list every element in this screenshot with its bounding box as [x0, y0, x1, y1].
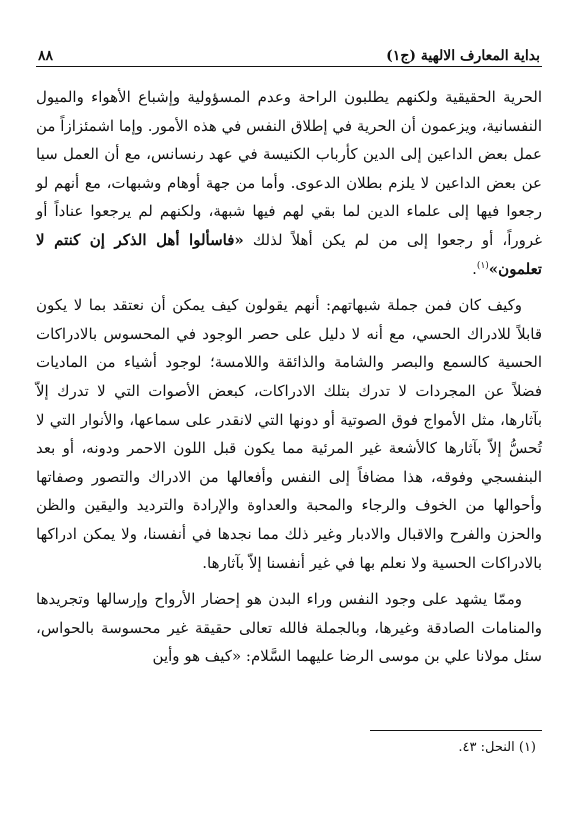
text-segment: الحرية الحقيقية ولكنهم يطلبون الراحة وعدم المسؤولية وإشباع الأهواء والميول النفسانية، ويزعمون أن الحرية في إطلاق النفس في هذه الأمور. وإما اشمئزازاً من عمل بعض الداعين إلى الدين كأرباب الكنيسة في عهد رنسانس، مع أن العمل سيا عن بعض الداعين لا يلزم بطلان الدعوى. وأما من جهة أوهام وشبهات، مع أنهم لو رجعوا فيها إلى علماء الدين لما بقي لهم فيها شبهة، ولكنهم لم يرجعوا عناداً أو غروراً، أو رجعوا إلى من لم يكن أهلاً لذلك	[36, 88, 543, 249]
paragraph-p2	[36, 291, 542, 577]
quran-quote: «فاسألوا أهل الذكر إن كنتم لا تعلمون»	[36, 230, 542, 278]
running-title: بداية المعارف الالهية (ج١)	[386, 48, 540, 64]
text-segment: وممّا يشهد على وجود النفس وراء البدن هو إحضار الأرواح وإرسالها وتجريدها والمنامات الصادقة وغيرها، وبالجملة فالله تعالى حقيقة غير محسوسة بالحواس، سئل مولانا علي بن موسى الرضا عليهما السَّلام: «كيف هو وأين	[36, 590, 542, 666]
paragraph-p3	[36, 585, 542, 671]
body-text	[36, 83, 542, 671]
page-header	[36, 48, 542, 66]
header-rule	[36, 66, 542, 67]
footnote-marker: (١)	[476, 260, 489, 271]
text-segment: .	[472, 259, 477, 278]
paragraph-p1	[36, 83, 542, 283]
footnote-separator	[370, 730, 542, 731]
text-segment: وكيف كان فمن جملة شبهاتهم: أنهم يقولون كيف يمكن أن نعتقد بما لا يكون قابلاً للادراك الحسي، مع أنه لا دليل على حصر الوجود في المحسوس بالادراكات الحسية كالسمع والبصر والشامة والذائقة واللامسة؛ لوجود أشياء من الماديات فضلاً عن المجردات لا تدرك بتلك الادراكات، كبعض الأصوات التي لا تدرك إلاّ بآثارها، مثل الأمواج فوق الصوتية أو دونها التي لانقدر على سماعها، والأنوار التي لا تُحسُّ إلاّ بآثارها كالأشعة غير المرئية مما يكون قبل اللون الاحمر ودونه، أو بعد البنفسجي وفوقه، هذا مضافاً إلى النفس وأفعالها من الادراك والتصور وصفاتها وأحوالها من الخوف والرجاء والمحبة والعداوة والإرادة والترديد واليقين والظن والحزن والفرح والاقبال والادبار وغير ذلك مما نجدها في أنفسنا، ولا يمكن ادراكها بالادراكات الحسية ولا نعلم بها في غير أنفسنا إلاّ بآثارها.	[36, 296, 542, 572]
page-number: ٨٨	[38, 48, 54, 64]
footnote: (١) النحل: ٤٣.	[458, 740, 536, 755]
